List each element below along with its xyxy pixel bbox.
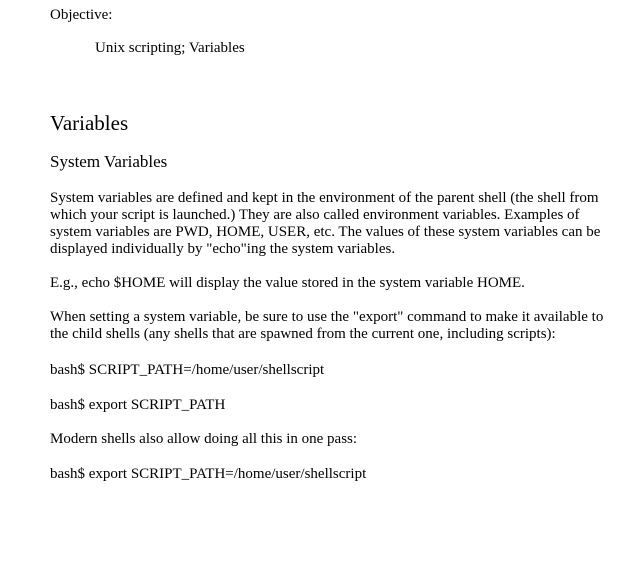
section-title: Variables — [50, 111, 129, 135]
section-subtitle: System Variables — [50, 152, 168, 171]
export-paragraph — [50, 309, 603, 343]
system-variables-paragraph — [50, 190, 600, 258]
paragraph-line: the child shells (any shells that are spawned from the current one, including scripts): — [50, 326, 556, 342]
paragraph-line: which your script is launched.) They are also called environment variables. Examples of — [50, 207, 580, 223]
paragraph-line: System variables are defined and kept in the environment of the parent shell (the shell from — [50, 190, 599, 206]
command-line-2: bash$ export SCRIPT_PATH — [50, 397, 226, 413]
paragraph-line: displayed individually by "echo"ing the system variables. — [50, 241, 396, 257]
paragraph-line: When setting a system variable, be sure to use the "export" command to make it available to — [50, 309, 604, 325]
example-paragraph: E.g., echo $HOME will display the value stored in the system variable HOME. — [50, 275, 525, 291]
command-line-3: bash$ export SCRIPT_PATH=/home/user/shellscript — [50, 466, 367, 482]
command-line-1: bash$ SCRIPT_PATH=/home/user/shellscript — [50, 362, 325, 378]
paragraph-line: system variables are PWD, HOME, USER, etc. The values of these system variables can be — [50, 224, 601, 240]
modern-shells-paragraph: Modern shells also allow doing all this in one pass: — [50, 431, 358, 447]
objective-value: Unix scripting; Variables — [95, 40, 245, 56]
objective-label: Objective: — [50, 7, 113, 23]
